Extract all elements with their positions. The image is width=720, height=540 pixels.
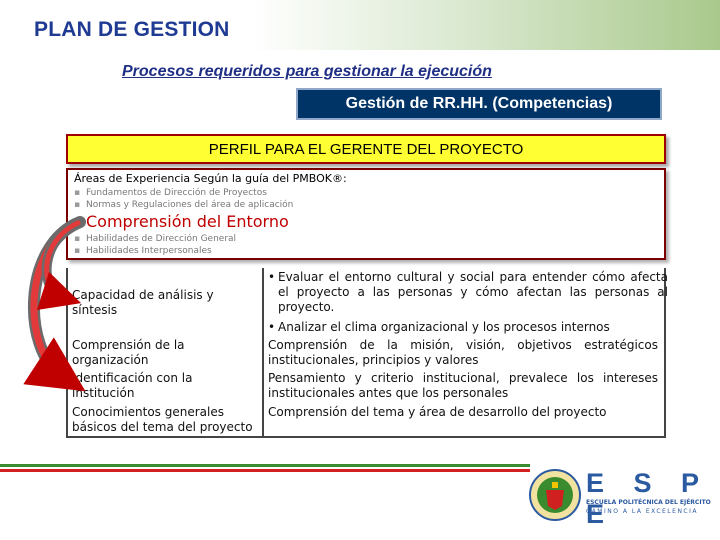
list-item-highlighted: ▪ Comprensión del Entorno xyxy=(74,211,658,233)
competency-name: Identificación con la institución xyxy=(72,371,193,400)
logo-motto: CAMINO A LA EXCELENCIA xyxy=(586,508,698,515)
competency-description: Comprensión de la misión, visión, objetivos estratégicos institucionales, principios y valores xyxy=(268,338,658,367)
competency-name: Conocimientos generales básicos del tema del proyecto xyxy=(72,405,253,434)
competency-description: • Evaluar el entorno cultural y social para entender cómo afecta el proyecto a las personas y cómo afectan las personas al proyecto. xyxy=(268,270,668,315)
list-item: ▪ Fundamentos de Dirección de Proyectos xyxy=(74,187,658,199)
list-item: ▪ Habilidades Interpersonales xyxy=(74,245,658,257)
competency-name: Comprensión de la organización xyxy=(72,338,185,367)
section-subtitle: Procesos requeridos para gestionar la ejecución xyxy=(122,63,492,80)
competency-name: Capacidad de análisis y síntesis xyxy=(72,288,214,317)
topic-banner: Gestión de RR.HH. (Competencias) xyxy=(296,88,662,120)
list-item: ▪ Habilidades de Dirección General xyxy=(74,233,658,245)
list-item: ▪ Normas y Regulaciones del área de aplicación xyxy=(74,199,658,211)
logo-institution: ESCUELA POLITÉCNICA DEL EJÉRCITO xyxy=(586,499,711,506)
profile-heading: PERFIL PARA EL GERENTE DEL PROYECTO xyxy=(208,140,524,158)
espe-crest-icon xyxy=(528,468,582,522)
experience-areas-title: Áreas de Experiencia Según la guía del PMBOK®: xyxy=(74,172,347,185)
espe-logo xyxy=(528,468,720,528)
page-title: PLAN DE GESTION xyxy=(34,18,230,41)
logo-wordmark: E S P E xyxy=(586,468,710,529)
competency-description: Comprensión del tema y área de desarrollo del proyecto xyxy=(268,405,607,419)
competency-description: Pensamiento y criterio institucional, prevalece los intereses institucionales antes que los personales xyxy=(268,371,658,400)
competency-description: • Analizar el clima organizacional y los procesos internos xyxy=(268,320,668,335)
